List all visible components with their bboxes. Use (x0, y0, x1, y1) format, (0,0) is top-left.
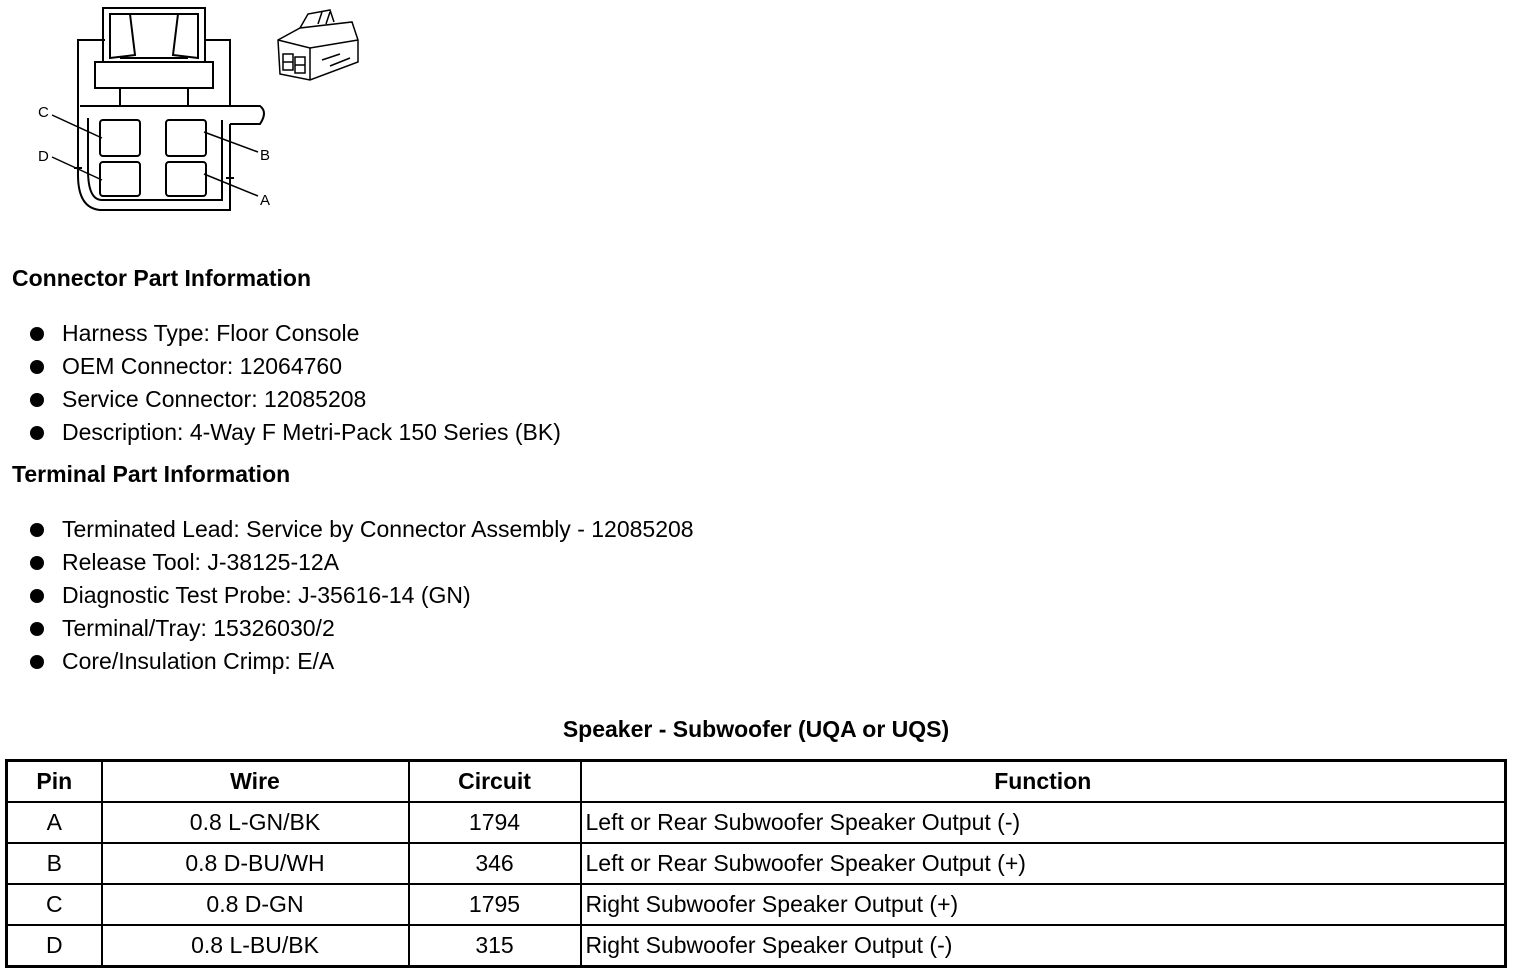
connector-info-title: Connector Part Information (12, 265, 312, 291)
cell-circuit: 1794 (409, 802, 581, 843)
list-item: Harness Type: Floor Console (0, 317, 561, 350)
pin-label-d: D (38, 148, 49, 165)
table-row (7, 884, 1506, 925)
table-row (7, 802, 1506, 843)
header-function: Function (581, 761, 1506, 803)
terminal-info-list (0, 513, 694, 678)
list-item: Diagnostic Test Probe: J-35616-14 (GN) (0, 579, 694, 612)
connector-body (74, 40, 264, 210)
connector-latch (95, 8, 213, 106)
cell-wire: 0.8 L-GN/BK (102, 802, 409, 843)
table-row (7, 843, 1506, 884)
list-item: Terminated Lead: Service by Connector Assembly - 12085208 (0, 513, 694, 546)
list-item: Service Connector: 12085208 (0, 383, 561, 416)
header-wire: Wire (102, 761, 409, 803)
list-item: Release Tool: J-38125-12A (0, 546, 694, 579)
cell-pin: A (7, 802, 102, 843)
pin-label-c: C (38, 104, 49, 121)
list-item: Description: 4-Way F Metri-Pack 150 Series (BK) (0, 416, 561, 449)
list-item: OEM Connector: 12064760 (0, 350, 561, 383)
cell-circuit: 346 (409, 843, 581, 884)
pin-leader-lines (52, 115, 258, 196)
terminal-info-title: Terminal Part Information (12, 461, 291, 487)
cell-pin: D (7, 925, 102, 967)
table-header-row (7, 761, 1506, 803)
table-title: Speaker - Subwoofer (UQA or UQS) (562, 716, 950, 742)
pin-label-b: B (260, 147, 271, 164)
header-circuit: Circuit (409, 761, 581, 803)
cell-wire: 0.8 L-BU/BK (102, 925, 409, 967)
cell-function: Right Subwoofer Speaker Output (-) (581, 925, 1506, 967)
connector-info-list (0, 317, 561, 449)
cell-pin: C (7, 884, 102, 925)
cell-circuit: 315 (409, 925, 581, 967)
cell-function: Left or Rear Subwoofer Speaker Output (+) (581, 843, 1506, 884)
cell-pin: B (7, 843, 102, 884)
list-item: Terminal/Tray: 15326030/2 (0, 612, 694, 645)
cell-wire: 0.8 D-GN (102, 884, 409, 925)
cell-function: Left or Rear Subwoofer Speaker Output (-) (581, 802, 1506, 843)
cell-function: Right Subwoofer Speaker Output (+) (581, 884, 1506, 925)
list-item: Core/Insulation Crimp: E/A (0, 645, 694, 678)
pinout-table (5, 759, 1507, 968)
header-pin: Pin (7, 761, 102, 803)
cell-circuit: 1795 (409, 884, 581, 925)
cell-wire: 0.8 D-BU/WH (102, 843, 409, 884)
pin-label-a: A (260, 192, 271, 209)
terminal-cavities (100, 120, 206, 196)
table-row (7, 925, 1506, 967)
connector-diagram (0, 0, 380, 225)
connector-isometric-icon (278, 10, 358, 80)
